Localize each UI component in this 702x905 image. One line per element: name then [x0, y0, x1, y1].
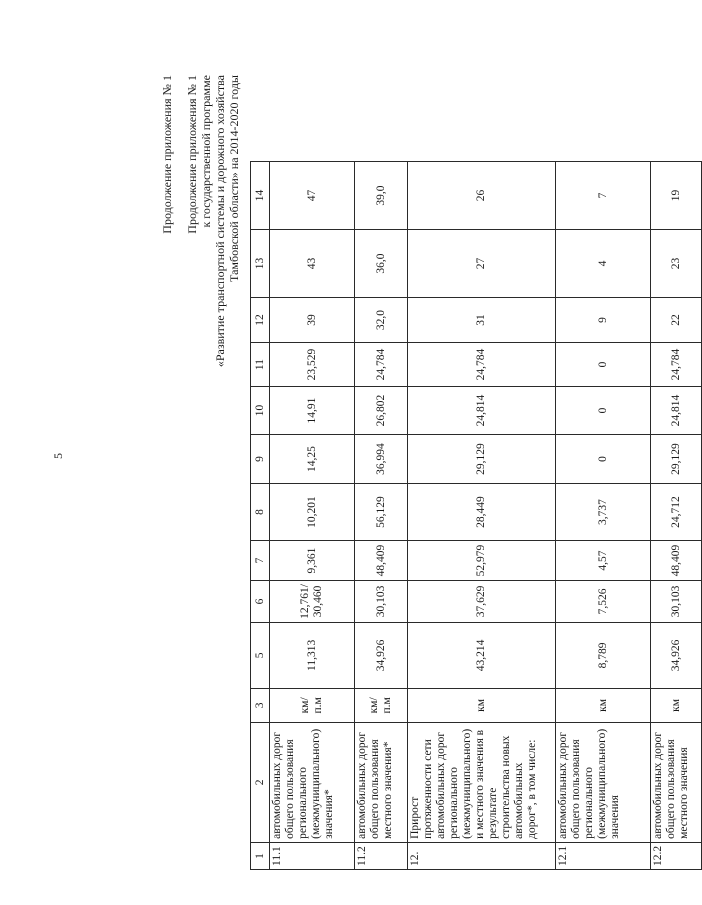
- column-number: 8: [251, 484, 270, 541]
- unit-line: км/: [368, 697, 380, 714]
- value-cell: 52,979: [408, 541, 556, 581]
- indicator-name-line: строительства новых: [500, 735, 512, 839]
- unit-line: п.м: [381, 697, 393, 714]
- column-number: 12: [251, 298, 270, 343]
- column-number: 11: [251, 343, 270, 387]
- table-row: [408, 162, 556, 870]
- table-row: [651, 162, 702, 870]
- value-cell: 9: [556, 298, 651, 343]
- indicator-name-line: (межмуниципального): [596, 728, 608, 839]
- indicator-name-line: значения*: [323, 789, 335, 839]
- indicator-name-line: автомобильных дорог: [271, 731, 283, 839]
- value-cell: 32,0: [355, 298, 408, 343]
- value-cell: 39: [270, 298, 355, 343]
- indicator-name-line: регионального: [583, 766, 595, 839]
- indicator-name-line: (межмуниципального): [310, 728, 322, 839]
- table-row: [355, 162, 408, 870]
- unit-line: км: [475, 698, 487, 712]
- subtitle-line: Продолжение приложения № 1: [185, 75, 199, 234]
- value-cell: 0: [556, 387, 651, 435]
- indicator-name-line: автомобильных дорог: [435, 731, 447, 839]
- indicator-name-line: значения: [609, 795, 621, 839]
- indicator-name: [355, 722, 408, 842]
- indicator-name: [408, 722, 556, 842]
- indicators-table: [250, 161, 702, 870]
- column-number: 6: [251, 581, 270, 623]
- row-number: 11.2: [355, 842, 408, 869]
- value-cell: 47: [270, 162, 355, 230]
- page-number: 5: [51, 453, 65, 459]
- value-cell: 24,712: [651, 484, 702, 541]
- value-cell: 24,784: [651, 343, 702, 387]
- value-cell: 8,789: [556, 622, 651, 688]
- value-cell: 27: [408, 230, 556, 298]
- value-cell: 34,926: [651, 622, 702, 688]
- value-cell: 26: [408, 162, 556, 230]
- row-number: 12.: [408, 842, 556, 869]
- column-number: 14: [251, 162, 270, 230]
- value-cell: 48,409: [651, 541, 702, 581]
- appendix-subtitle: [185, 75, 241, 367]
- value-cell: 29,129: [408, 435, 556, 484]
- value-cell: 4,57: [556, 541, 651, 581]
- column-number: 9: [251, 435, 270, 484]
- value-cell: 3,737: [556, 484, 651, 541]
- value-cell: 30,103: [355, 581, 408, 623]
- value-cell: 28,449: [408, 484, 556, 541]
- indicator-name-line: автомобильных дорог: [557, 731, 569, 839]
- value-cell: 34,926: [355, 622, 408, 688]
- value-cell: 31: [408, 298, 556, 343]
- value-cell: 23: [651, 230, 702, 298]
- indicator-name-line: результате: [487, 787, 499, 839]
- unit-of-measure: [651, 688, 702, 722]
- indicator-name-line: общего пользования: [284, 739, 296, 839]
- subtitle-line: Тамбовской области» на 2014-2020 годы: [227, 75, 241, 282]
- column-header-row: [251, 162, 270, 870]
- indicator-name-line: регионального: [297, 766, 309, 839]
- value-cell: 7: [556, 162, 651, 230]
- value-cell: 11,313: [270, 622, 355, 688]
- value-cell: 24,784: [355, 343, 408, 387]
- value-cell: 23,529: [270, 343, 355, 387]
- value-cell: 12,761/ 30,460: [270, 581, 355, 623]
- indicator-name-line: дорог*, в том числе:: [526, 739, 538, 839]
- indicator-name: [270, 722, 355, 842]
- value-cell: 9,361: [270, 541, 355, 581]
- value-cell: 37,629: [408, 581, 556, 623]
- unit-line: км: [596, 698, 609, 712]
- unit-of-measure: [556, 688, 651, 722]
- indicator-name-line: протяженности сети: [422, 739, 434, 839]
- value-cell: 14,25: [270, 435, 355, 484]
- table-row: [270, 162, 355, 870]
- column-number: 13: [251, 230, 270, 298]
- column-number: 7: [251, 541, 270, 581]
- value-cell: 43: [270, 230, 355, 298]
- value-cell: 14,91: [270, 387, 355, 435]
- indicator-name-line: автомобильных дорог: [652, 731, 664, 839]
- row-number: 12.2: [651, 842, 702, 869]
- unit-line: п.м: [312, 697, 324, 714]
- value-cell: 29,129: [651, 435, 702, 484]
- value-cell: 36,0: [355, 230, 408, 298]
- indicator-name-line: автомобильных дорог: [356, 731, 368, 839]
- value-cell: 24,814: [651, 387, 702, 435]
- indicator-name: [651, 722, 702, 842]
- value-cell: 22: [651, 298, 702, 343]
- unit-line: км: [669, 698, 682, 712]
- value-cell: 24,784: [408, 343, 556, 387]
- appendix-continuation-heading: Продолжение приложения № 1: [160, 75, 174, 234]
- indicator-name-line: и местного значения в: [474, 729, 486, 839]
- row-number: 12.1: [556, 842, 651, 869]
- column-number: 3: [251, 688, 270, 722]
- indicator-name-line: Прирост: [409, 796, 421, 839]
- row-number: 11.1: [270, 842, 355, 869]
- subtitle-line: «Развитие транспортной системы и дорожного хозяйства: [213, 75, 227, 368]
- indicator-name-line: автомобильных: [513, 762, 525, 839]
- table-row: [556, 162, 651, 870]
- value-cell: 43,214: [408, 622, 556, 688]
- subtitle-line: к государственной программе: [199, 75, 213, 228]
- unit-of-measure: [355, 688, 408, 722]
- indicator-name-line: (межмуниципального): [461, 728, 473, 839]
- value-cell: 19: [651, 162, 702, 230]
- value-cell: 7,526: [556, 581, 651, 623]
- column-number: 1: [251, 842, 270, 869]
- unit-of-measure: [270, 688, 355, 722]
- indicator-name: [556, 722, 651, 842]
- value-cell: 0: [556, 343, 651, 387]
- value-cell: 26,802: [355, 387, 408, 435]
- column-number: 10: [251, 387, 270, 435]
- value-cell: 10,201: [270, 484, 355, 541]
- column-number: 2: [251, 722, 270, 842]
- value-cell: 24,814: [408, 387, 556, 435]
- value-cell: 30,103: [651, 581, 702, 623]
- value-cell: 0: [556, 435, 651, 484]
- indicator-name-line: местного значения*: [382, 741, 394, 839]
- indicator-name-line: общего пользования: [570, 739, 582, 839]
- indicator-name-line: общего пользования: [665, 739, 677, 839]
- value-cell: 4: [556, 230, 651, 298]
- indicator-name-line: регионального: [448, 766, 460, 839]
- value-cell: 36,994: [355, 435, 408, 484]
- indicator-name-line: общего пользования: [369, 739, 381, 839]
- value-cell: 39,0: [355, 162, 408, 230]
- unit-line: км/: [299, 697, 311, 714]
- unit-of-measure: [408, 688, 556, 722]
- value-cell: 48,409: [355, 541, 408, 581]
- value-cell: 56,129: [355, 484, 408, 541]
- rotated-page-content: [160, 75, 690, 870]
- indicator-name-line: местного значения: [678, 747, 690, 839]
- column-number: 5: [251, 622, 270, 688]
